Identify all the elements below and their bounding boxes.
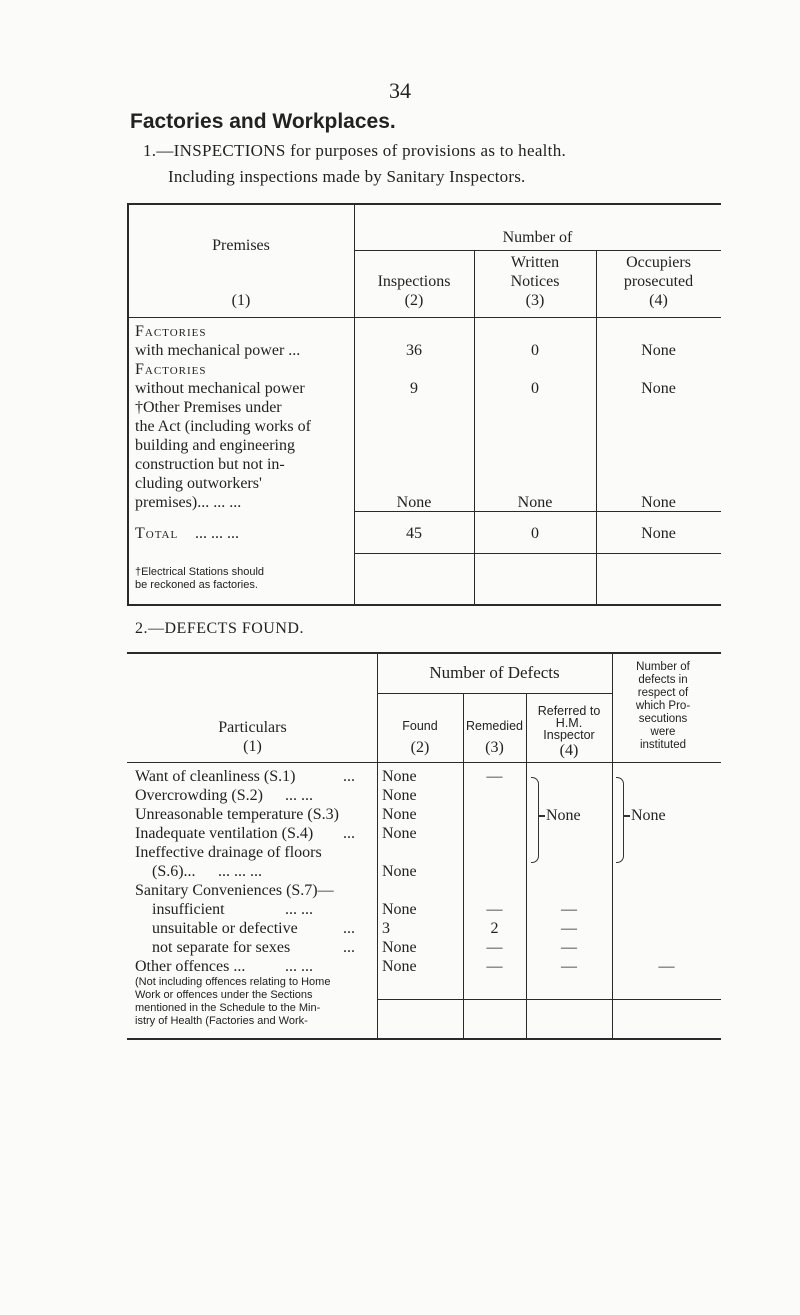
defect-row-unsuitable-referred: — [561,920,577,937]
premises-col-number: (1) [231,292,251,309]
premises-header: Premises [212,237,270,254]
prosecutions-bracket [616,777,624,863]
row2-inspections: 9 [410,380,418,397]
defect-row-drainage-dots: ... ... ... [218,863,262,880]
prosecutions-header: Number of [636,661,690,673]
defect-row-overcrowding-dots: ... ... [285,787,313,804]
row1-label: Factories [135,323,207,340]
row2-label: Factories [135,361,207,378]
defect-row-drainage: Ineffective drainage of floors [135,844,322,861]
table1-col-divider-1 [354,203,355,604]
table1-top-rule [127,203,721,205]
table1-total-rule-bottom [354,553,721,554]
section2-heading: 2.—DEFECTS FOUND. [135,620,304,637]
prosecutions-header-4: which Pro- [635,700,691,712]
row2-label-2: without mechanical power [135,380,305,397]
found-col-number: (2) [410,739,430,756]
table2-total-rule [377,999,721,1000]
table1-header-rule [127,317,721,318]
table1-total-dots: ... ... ... [195,525,239,542]
defect-row-not-separate-dots: ... [343,939,355,956]
number-of-defects-header: Number of Defects [429,663,560,682]
defect-row-unsuitable-remedied: 2 [490,920,499,937]
page-number: 34 [389,78,411,103]
remedied-header: Remedied [466,719,523,733]
table2-top-rule [127,652,721,654]
written-notices-header: Written [510,254,560,271]
row2-prosecuted: None [641,380,676,397]
defect-row-cleanliness-remedied: — [486,768,503,785]
row3-label-1: †Other Premises under [135,399,282,416]
defect-row-insufficient-found: None [382,901,417,918]
table2-header-rule [127,762,721,763]
row1-notices: 0 [531,342,539,359]
referred-col-number: (4) [559,742,579,759]
defect-row-ventilation: Inadequate ventilation (S.4) [135,825,314,842]
defects-note-4: istry of Health (Factories and Work- [135,1015,308,1027]
table2-subheader-rule [377,693,612,694]
defect-row-other-dots: ... ... [285,958,313,975]
section1-subheading: Including inspections made by Sanitary Inspectors. [168,167,526,186]
defect-row-overcrowding: Overcrowding (S.2) [135,787,263,804]
defects-note-2: Work or offences under the Sections [135,989,313,1001]
defect-row-overcrowding-found: None [382,787,417,804]
defect-row-not-separate-remedied: — [486,939,503,956]
referred-bracket-tip [539,815,545,817]
defect-row-insufficient: insufficient [152,901,225,918]
table2-col-divider-1 [377,652,378,1038]
row3-notices: None [517,494,553,511]
defect-row-temperature-found: None [382,806,417,823]
row1-label-2: with mechanical power ... [135,342,301,359]
table1-total-notices: 0 [531,525,539,542]
defects-note-3: mentioned in the Schedule to the Min- [135,1002,321,1014]
number-of-header: Number of [502,229,573,246]
prosecutions-bracket-tip [624,815,630,817]
row3-label-4: construction but not in- [135,456,285,473]
defect-row-other-remedied: — [486,958,503,975]
defect-row-not-separate-referred: — [561,939,577,956]
defect-row-cleanliness-found: None [382,768,417,785]
defect-row-not-separate-found: None [382,939,417,956]
row2-notices: 0 [531,380,539,397]
referred-header-3: Inspector [543,728,595,742]
referred-bracket [531,777,539,863]
prosecutions-header-6: were [650,726,676,738]
defects-note-1: (Not including offences relating to Home [135,976,331,988]
table1-total-inspections: 45 [406,525,422,542]
defect-row-temperature: Unreasonable temperature (S.3) [135,806,339,823]
row3-label-2: the Act (including works of [135,418,311,435]
footnote-2: be reckoned as factories. [135,579,258,591]
table1-left-rule [127,203,129,605]
row3-prosecuted: None [641,494,676,511]
prosecutions-header-3: respect of [637,687,689,699]
row3-label-5: cluding outworkers' [135,475,262,492]
table2-bottom-rule [127,1038,721,1040]
written-notices-col-number: (3) [525,292,545,309]
defect-row-other: Other offences ... [135,958,246,975]
defect-row-drainage-found: None [382,863,417,880]
prosecutions-header-2: defects in [638,674,688,686]
row3-inspections: None [396,494,432,511]
occupiers-col-number: (4) [649,292,668,309]
particulars-col-number: (1) [243,738,262,755]
inspections-header: Inspections [377,273,451,290]
defect-row-drainage-ref: (S.6)... [152,863,196,880]
prosecutions-header-5: secutions [638,713,688,725]
occupiers-header-2: prosecuted [623,273,694,290]
defect-row-not-separate: not separate for sexes [152,939,291,956]
defect-row-unsuitable-found: 3 [382,920,390,937]
row1-inspections: 36 [406,342,422,359]
defect-row-unsuitable-dots: ... [343,920,355,937]
footnote: †Electrical Stations should [135,566,265,578]
referred-header-2: H.M. [555,716,583,730]
bracket-prosecutions-none: None [631,807,666,824]
defect-row-other-prosecutions: — [658,958,675,975]
particulars-header: Particulars [218,719,287,736]
row1-prosecuted: None [641,342,676,359]
table1-bottom-rule [127,604,721,606]
found-header: Found [402,719,438,733]
occupiers-header: Occupiers [626,254,691,271]
page-title: Factories and Workplaces. [130,110,396,133]
remedied-col-number: (3) [485,739,504,756]
referred-header: Referred to [537,704,601,718]
defect-row-cleanliness-dots: ... [343,768,355,785]
bracket-referred-none: None [546,807,581,824]
defect-row-unsuitable: unsuitable or defective [152,920,298,937]
defect-row-ventilation-found: None [382,825,417,842]
defect-row-cleanliness: Want of cleanliness (S.1) [135,768,296,785]
table1-total-prosecuted: None [641,525,676,542]
written-notices-header-2: Notices [510,273,560,290]
section1-heading: 1.—INSPECTIONS for purposes of provisions as to health. [143,141,567,160]
defect-row-other-referred: — [561,958,577,975]
table1-subheader-rule [354,250,721,251]
inspections-col-number: (2) [404,292,424,309]
row3-label-6: premises)... ... ... [135,494,242,511]
table1-total-label: Total [135,525,179,542]
prosecutions-header-7: instituted [639,739,687,751]
defect-row-sanitary: Sanitary Conveniences (S.7)— [135,882,334,899]
defect-row-insufficient-dots: ... ... [285,901,313,918]
defect-row-insufficient-referred: — [561,901,577,918]
row3-label-3: building and engineering [135,437,295,454]
defect-row-ventilation-dots: ... [343,825,355,842]
defect-row-insufficient-remedied: — [486,901,503,918]
defect-row-other-found: None [382,958,417,975]
